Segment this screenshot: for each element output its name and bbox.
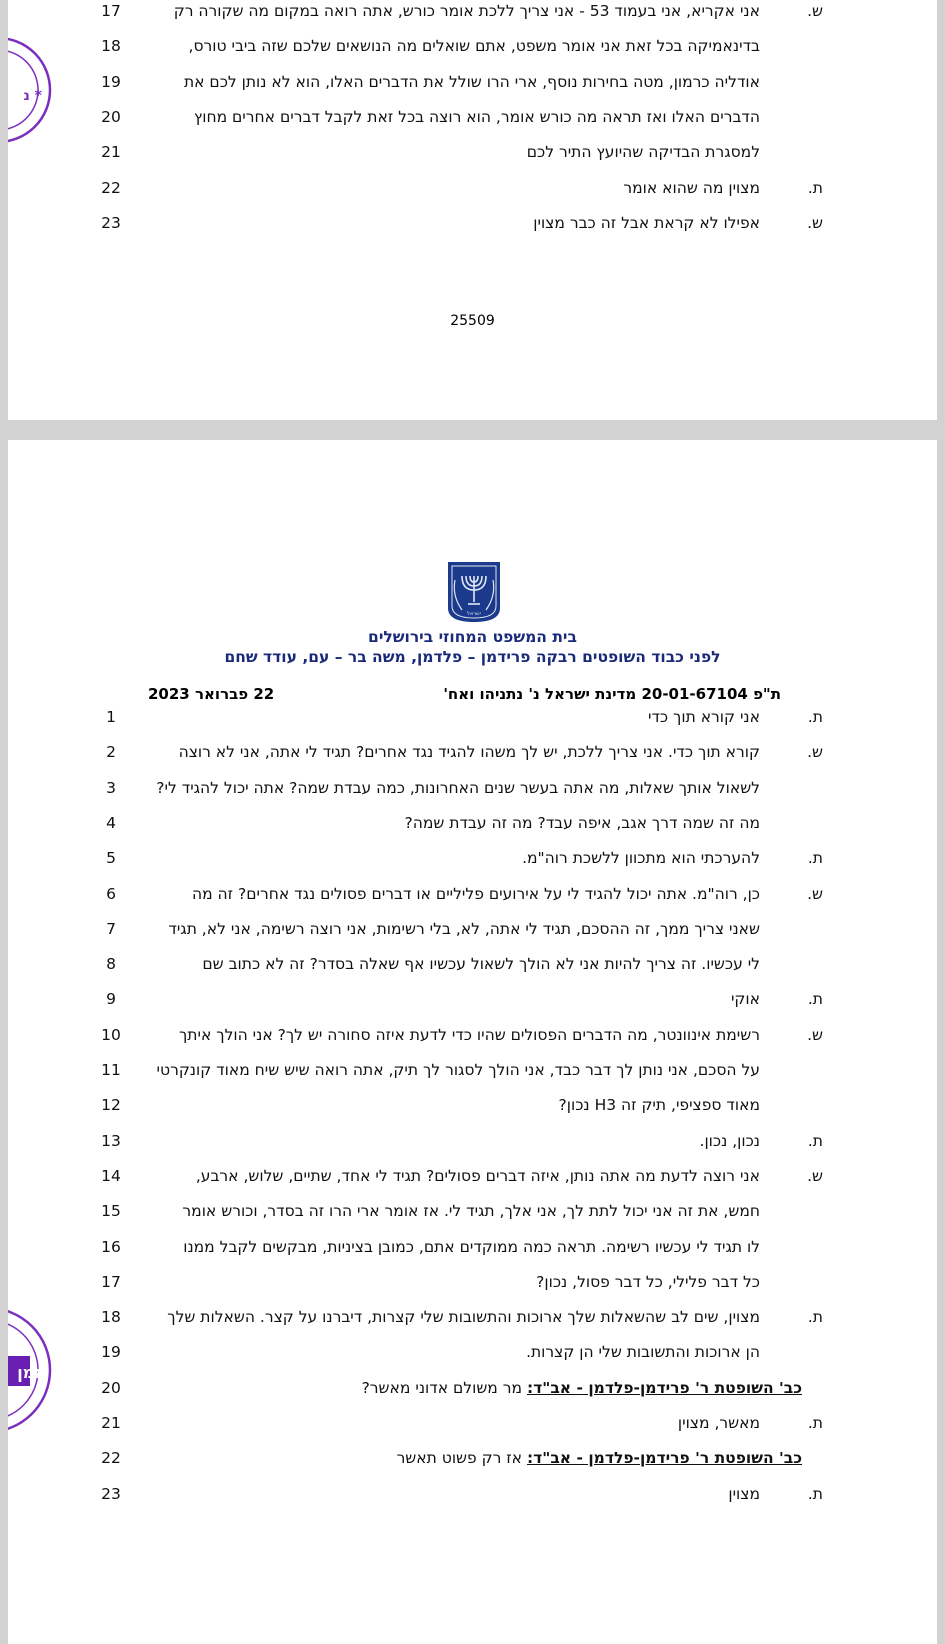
transcript-line	[8, 1343, 937, 1379]
transcript-line	[8, 1308, 937, 1344]
speaker-label: ש.	[807, 1166, 823, 1185]
transcript-line	[8, 179, 937, 215]
line-number: 4	[106, 813, 116, 832]
line-number: 11	[101, 1061, 121, 1079]
line-text: מאוד ספציפי, תיק זה H3 נכון?	[558, 1096, 760, 1115]
line-text	[140, 1449, 802, 1467]
line-text: אני אקריא, אני בעמוד 53 - אני צריך ללכת אומר כורש, אתה רואה במקום מה שקורה רק	[173, 2, 760, 20]
transcript-line	[8, 1132, 937, 1168]
line-number: 10	[101, 1025, 121, 1044]
transcript-line	[8, 708, 937, 744]
line-number: 21	[101, 143, 121, 162]
transcript-page-1	[8, 0, 937, 420]
transcript-line	[8, 743, 937, 779]
line-number: 20	[101, 107, 121, 126]
transcript-line	[8, 73, 937, 109]
line-number: 21	[101, 1414, 121, 1432]
speaker-label: ש.	[807, 1025, 823, 1044]
line-number: 9	[106, 990, 116, 1009]
transcript-line	[8, 1026, 937, 1062]
transcript-line	[8, 108, 937, 144]
transcript-line	[8, 849, 937, 885]
hearing-date: 22 פברואר 2023	[148, 685, 275, 703]
transcript-line	[8, 2, 937, 38]
transcript-line	[8, 1202, 937, 1238]
line-number: 3	[106, 778, 116, 797]
line-number: 23	[101, 213, 121, 232]
line-number: 19	[101, 72, 121, 91]
transcript-line	[8, 885, 937, 921]
line-number: 23	[101, 1484, 121, 1503]
line-number: 22	[101, 1449, 121, 1468]
state-emblem-icon	[446, 560, 502, 624]
line-number: 18	[101, 1308, 121, 1327]
line-text: כל דבר פלילי, כל דבר פסול, נכון?	[536, 1272, 760, 1291]
speaker-label: ת.	[807, 1308, 823, 1327]
line-text: חמש, את זה אני יכול לתת לך, אני אלך, תגיד לי. אז אומר ארי הרו זה בסדר, וכורש אומר	[182, 1202, 760, 1221]
line-text: מה זה שמה דרך אגב, איפה עבד? מה זה עבדת שמה?	[404, 813, 760, 832]
line-number: 1	[106, 708, 116, 726]
line-text: הדברים האלו ואז תראה מה כורש אומר, הוא רוצה בכל זאת לקבל דברים אחרים מחוץ	[193, 107, 760, 126]
transcript-line	[8, 1238, 937, 1274]
line-number: 7	[106, 919, 116, 938]
transcript-line	[8, 1379, 937, 1415]
line-text: שאני צריך ממך, זה ההסכם, תגיד לי אתה, לא, בלי רשימות, אני רוצה רשימה, אני לא, תגיד	[168, 919, 760, 938]
transcript-line	[8, 1449, 937, 1485]
speaker-label: ת.	[807, 990, 823, 1009]
line-number: 20	[101, 1378, 121, 1397]
line-number: 17	[101, 2, 121, 20]
line-text: על הסכם, אני נותן לך דבר כבד, אני הולך לסגור לך תיק, אתה רואה שיש שיח מאוד קונקרטי	[156, 1061, 760, 1079]
transcript-line	[8, 1273, 937, 1309]
line-text: אני קורא תוך כדי	[647, 708, 760, 726]
line-text: לו תגיד לי עכשיו רשימה. תראה כמה ממוקדים אתם, כמובן בציניות, מבקשים לקבל ממנו	[183, 1237, 760, 1256]
page-number: 25509	[450, 313, 495, 329]
transcript-line	[8, 814, 937, 850]
emblem-text: ישראל	[467, 611, 481, 617]
transcript-line	[8, 1485, 937, 1521]
judge-remark: אז רק פשוט תאשר	[396, 1449, 527, 1468]
line-text: להערכתי הוא מתכוון ללשכת רוה"מ.	[522, 849, 760, 868]
transcript-line	[8, 1061, 937, 1097]
transcript-line	[8, 143, 937, 179]
line-text: אודליה כרמון, מטה בחירות נוסף, ארי הרו שולל את הדברים האלו, הוא לא נותן לכם את	[183, 72, 760, 91]
line-text: רשימת אינוונטר, מה הדברים הפסולים שהיו כדי לדעת איזה סחורה יש לך? אני הולך איתך	[178, 1025, 760, 1044]
line-text: לי עכשיו. זה צריך להיות אני לא הולך לשאול עכשיו אף שאלה בסדר? זה לא כתוב שם	[202, 955, 760, 974]
line-number: 17	[101, 1272, 121, 1291]
speaker-label: ש.	[807, 213, 823, 232]
transcript-page-2	[8, 440, 937, 1644]
line-text: מצוין	[728, 1484, 760, 1503]
line-text: מצוין, שים לב שהשאלות שלך ארוכות והתשובות שלי קצרות, דיברנו על קצר. השאלות שלך	[167, 1308, 760, 1327]
transcript-line	[8, 1414, 937, 1450]
line-number: 12	[101, 1096, 121, 1115]
line-text: למסגרת הבדיקה שהיועץ התיר לכם	[526, 143, 760, 162]
line-number: 16	[101, 1237, 121, 1256]
speaker-label: ת.	[807, 1484, 823, 1503]
line-number: 18	[101, 37, 121, 56]
transcript-line	[8, 214, 937, 250]
speaker-label: ת.	[807, 1414, 823, 1432]
line-number: 13	[101, 1131, 121, 1150]
line-number: 6	[106, 884, 116, 903]
line-number: 5	[106, 849, 116, 868]
line-text: בדינאמיקה בכל זאת אני אומר משפט, אתם שואלים מה הנושאים שלכם שזה ביבי טורס,	[188, 37, 760, 56]
speaker-label: ש.	[807, 884, 823, 903]
case-number: ת"פ 20-01-67104 מדינת ישראל נ' נתניהו ואח'	[443, 685, 781, 703]
speaker-label: ש.	[807, 743, 823, 762]
transcript-line	[8, 920, 937, 956]
line-text	[140, 1379, 802, 1397]
speaker-label: ת.	[807, 849, 823, 868]
stamp-text-bottom: אמן	[17, 1363, 46, 1382]
line-text: נכון, נכון.	[699, 1131, 760, 1150]
transcript-line	[8, 990, 937, 1026]
line-number: 15	[101, 1202, 121, 1221]
transcript-line	[8, 779, 937, 815]
speaker-label: ת.	[807, 178, 823, 197]
line-number: 22	[101, 178, 121, 197]
line-text: מצוין מה שהוא אומר	[623, 178, 760, 197]
line-number: 14	[101, 1166, 121, 1185]
court-name: בית המשפט המחוזי בירושלים	[368, 628, 577, 646]
judge-name: כב' השופטת ר' פרידמן-פלדמן - אב"ד:	[526, 1378, 802, 1397]
transcript-line	[8, 955, 937, 991]
stamp-text-top: נ *	[23, 88, 42, 104]
line-number: 8	[106, 955, 116, 974]
judges-line: לפני כבוד השופטים רבקה פרידמן – פלדמן, משה בר – עם, עודד שחם	[224, 648, 721, 666]
transcript-line	[8, 37, 937, 73]
judge-name: כב' השופטת ר' פרידמן-פלדמן - אב"ד:	[526, 1449, 802, 1468]
transcript-line	[8, 1096, 937, 1132]
line-text: אפילו לא קראת אבל זה כבר מצוין	[533, 213, 760, 232]
line-number: 19	[101, 1343, 121, 1362]
line-number: 2	[106, 743, 116, 762]
line-text: מאשר, מצוין	[677, 1414, 760, 1432]
line-text: הן ארוכות והתשובות שלי הן קצרות.	[526, 1343, 760, 1362]
line-text: אני רוצה לדעת מה אתה נותן, איזה דברים פסולים? תגיד לי אחד, שתיים, שלוש, ארבע,	[195, 1166, 760, 1185]
speaker-label: ת.	[807, 708, 823, 726]
line-text: קורא תוך כדי. אני צריך ללכת, יש לך משהו להגיד נגד אחרים? תגיד לי אתה, אני לא רוצה	[178, 743, 760, 762]
line-text: אוקי	[730, 990, 760, 1009]
line-text: לשאול אותך שאלות, מה אתה בעשר שנים האחרונות, כמה עבדת שמה? אתה יכול להגיד לי?	[156, 778, 760, 797]
line-text: כן, רוה"מ. אתה יכול להגיד לי על אירועים פליליים או דברים פסולים נגד אחרים? זה מה	[191, 884, 760, 903]
judge-remark: מר משולם אדוני מאשר?	[361, 1378, 527, 1397]
transcript-line	[8, 1167, 937, 1203]
speaker-label: ש.	[807, 2, 823, 20]
speaker-label: ת.	[807, 1131, 823, 1150]
